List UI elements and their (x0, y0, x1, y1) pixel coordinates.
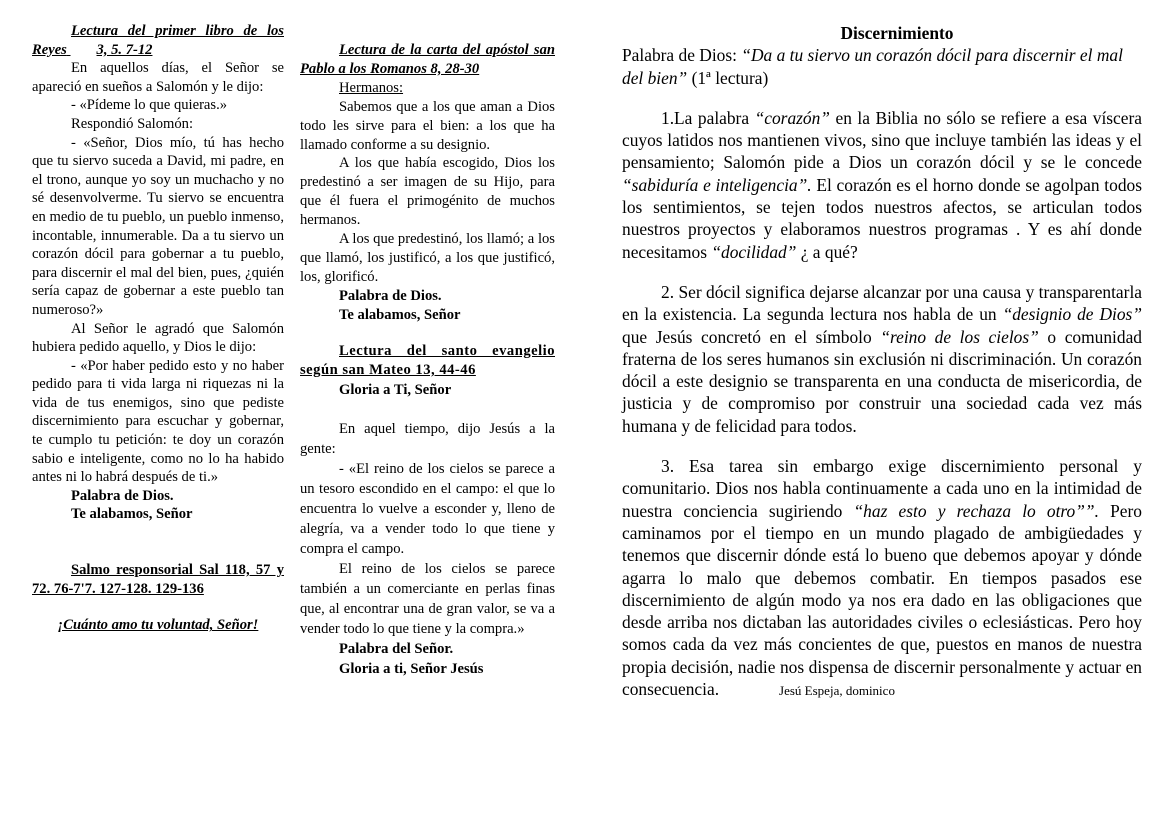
psalm-response: ¡Cuánto amo tu voluntad, Señor! (57, 617, 259, 634)
p3-quote-1: “haz esto y rechaza lo otro””. (853, 500, 1099, 521)
reading1-heading-title: Lectura del primer libro de los Reyes (32, 23, 284, 58)
gospel-acclamation: Gloria a Ti, Señor (339, 381, 452, 398)
page-title: Discernimiento (840, 23, 954, 43)
gospel-paragraph-3: El reino de los cielos se parece también a un comerciante en perlas finas que, al encontrar una de gran valor, se va a vender todo lo que tiene y la compra.» (300, 560, 555, 637)
r1-closing-2: Te alabamos, Señor (71, 506, 193, 523)
r2-paragraph-1: Sabemos que a los que aman a Dios todo les sirve para el bien: a los que ha llamado conforme a su designio. (300, 98, 555, 153)
r2-closing-1: Palabra de Dios. (339, 287, 442, 304)
gospel-closing-1: Palabra del Señor. (339, 640, 454, 657)
intro-lead: Palabra de Dios: (622, 45, 742, 66)
p1-quote-3: “docilidad” (711, 241, 797, 262)
p3-text-a: 3. Esa tarea sin embargo exige discernimiento personal y comunitario. Dios nos habla continuamente a cada uno en la intimidad de nuestra conciencia sugiriendo (622, 456, 1142, 521)
gospel-paragraph-2: - «El reino de los cielos se parece a un tesoro escondido en el campo: el que lo encuentra lo vuelve a esconder y, lleno de alegría, va a vender todo lo que tiene y compra el campo. (300, 460, 555, 557)
p1-quote-2: “sabiduría e inteligencia”. (622, 174, 812, 195)
gospel-paragraph-1: En aquel tiempo, dijo Jesús a la gente: (300, 420, 555, 457)
reflection-paragraph-3 (622, 455, 1142, 702)
reading1-heading-ref: 3, 5. 7-12 (96, 41, 153, 58)
reading2-heading: Lectura de la carta del apóstol san Pablo a los Romanos 8, 28-30 (300, 42, 555, 77)
p3-text-b: Pero caminamos por el tiempo en un mundo plagado de ambigüedades y tenemos que discernir dónde está lo bueno que debemos apoyar y dónde agarra lo malo que debemos combatir. En tiempos pasados ese discernimiento de algún modo ya nos era dado en las obligaciones que desde arriba nos dictaban las autoridades civiles o eclesiásticas. Pero hoy somos cada da vez más concientes de que, puestos en manos de nuestra propia decisión, nadie nos dispensa de discernir personalmente y actuar en consecuencia. (622, 500, 1142, 700)
intro-ref: (1ª lectura) (687, 67, 769, 88)
reflection-paragraph-1 (622, 107, 1142, 263)
p2-quote-2: “reino de los cielos” (880, 326, 1039, 347)
r1-paragraph-2: - «Pídeme lo que quieras.» (71, 97, 228, 114)
psalm-heading: Salmo responsorial Sal 118, 57 y 72. 76-7'7. 127-128. 129-136 (32, 562, 284, 597)
r2-closing-2: Te alabamos, Señor (339, 306, 461, 323)
gospel-heading: Lectura del santo evangelio según san Mateo 13, 44-46 (300, 342, 555, 379)
reflection-paragraph-2 (622, 281, 1142, 437)
left-column (32, 22, 284, 635)
right-column (622, 22, 1142, 702)
r2-paragraph-2: A los que había escogido, Dios los predestinó a ser imagen de su Hijo, para que él fuera el primogénito de muchos hermanos. (300, 155, 555, 229)
p1-text-c: El corazón es el horno donde se agolpan todos los sentimientos, se tejen todos nuestros afectos, se articulan todos nuestros proyectos y elaboramos nuestros programas . Y es ahí donde necesitamos (622, 174, 1142, 262)
r1-paragraph-3: Respondió Salomón: (71, 115, 194, 132)
reading1-heading (32, 22, 284, 59)
middle-column (300, 22, 555, 679)
r2-paragraph-3: A los que predestinó, los llamó; a los que llamó, los justificó, a los que justificó, los, glorificó. (300, 231, 555, 285)
r1-paragraph-5: Al Señor le agradó que Salomón hubiera pedido aquello, y Dios le dijo: (32, 320, 284, 356)
p1-text-d: ¿ a qué? (796, 241, 858, 262)
p1-text-b: en la Biblia no sólo se refiere a esa víscera cuyos latidos nos mantienen vivos, sino que incluye también las ideas y el pensamiento; Salomón pide a Dios un corazón dócil y se le concede (622, 107, 1142, 173)
intro-paragraph (622, 44, 1142, 89)
r1-paragraph-4: - «Señor, Dios mío, tú has hecho que tu siervo suceda a David, mi padre, en el trono, aunque yo soy un muchacho y no sé desenvolverme. Tu siervo se encuentra en medio de tu pueblo, un pueblo inmenso, incontable, innumerable. Da a tu siervo un corazón dócil para gobernar a tu pueblo, para discernir el mal del bien, pues, ¿quién sería capaz de gobernar a este pueblo tan numeroso?» (32, 134, 284, 318)
p2-text-b: que Jesús concretó en el símbolo (622, 326, 881, 347)
r1-paragraph-6: - «Por haber pedido esto y no haber pedido para ti vida larga ni riquezas ni la vida de tus enemigos, sino que pediste discernimiento para escuchar y gobernar, te cumplo tu petición: te doy un corazón sabio e inteligente, como no lo ha habido antes ni lo habrá después de ti.» (32, 357, 284, 486)
p1-text-a: 1.La palabra (661, 107, 755, 128)
r2-salutation: Hermanos: (339, 79, 404, 96)
p2-text-c: o comunidad fraterna de los seres humanos sin exclusión ni discriminación. Un corazón dócil a este designio se transparenta en una conducta de misericordia, de justicia y de compromiso por construir una sociedad cada vez más humana y de felicidad para todos. (622, 326, 1142, 436)
p1-quote-1: “corazón” (754, 107, 830, 128)
gospel-closing-2: Gloria a ti, Señor Jesús (339, 660, 484, 677)
p2-text-a: 2. Ser dócil significa dejarse alcanzar por una causa y transparentarla en la existencia. La segunda lectura nos habla de un (622, 281, 1142, 325)
intro-quote: “Da a tu siervo un corazón dócil para discernir el mal del bien” (622, 45, 1123, 88)
r1-paragraph-1: En aquellos días, el Señor se apareció en sueños a Salomón y le dijo: (32, 60, 284, 95)
author-signature: Jesú Espeja, dominico (779, 683, 895, 699)
p2-quote-1: “designio de Dios” (1002, 304, 1142, 325)
r1-closing-1: Palabra de Dios. (71, 487, 174, 504)
